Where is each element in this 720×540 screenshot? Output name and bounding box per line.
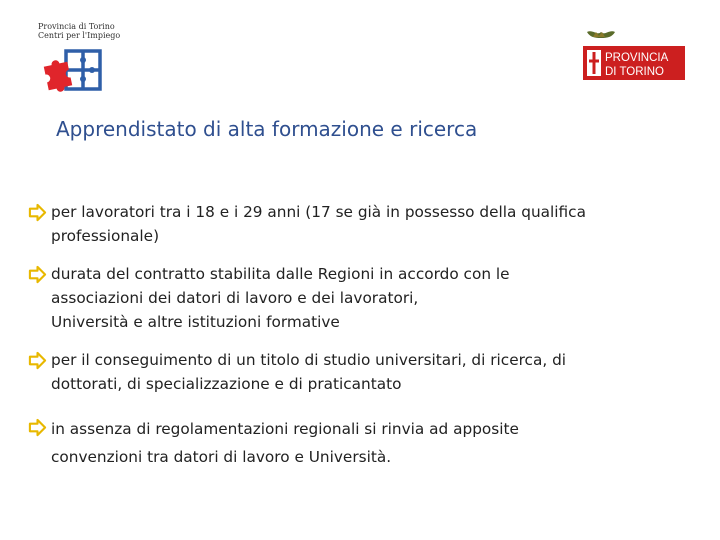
bullet-line: associazioni dei datori di lavoro e dei lavoratori, — [51, 289, 419, 307]
puzzle-logo-icon — [40, 48, 104, 94]
bullet-line: per lavoratori tra i 18 e i 29 anni (17 se già in possesso della qualifica — [51, 203, 586, 221]
arrow-right-icon — [28, 265, 47, 284]
logo-caption-line-2: Centri per l'Impiego — [38, 31, 121, 40]
logo-text-line-2: DI TORINO — [605, 66, 664, 78]
slide-title: Apprendistato di alta formazione e ricerca — [56, 117, 478, 141]
arrow-right-icon — [28, 418, 47, 437]
centri-impiego-logo — [38, 22, 148, 102]
bullet-line: professionale) — [51, 227, 160, 245]
arrow-right-icon — [28, 351, 47, 370]
bullet-text — [51, 415, 519, 471]
arrow-right-icon — [28, 203, 47, 222]
bullet-line: per il conseguimento di un titolo di studio universitari, di ricerca, di — [51, 351, 567, 369]
bullet-line: in assenza di regolamentazioni regionali si rinvia ad apposite — [51, 420, 519, 438]
logo-caption-line-1: Provincia di Torino — [38, 22, 115, 31]
provincia-crest-icon — [587, 31, 615, 38]
bullet-text — [51, 348, 566, 396]
provincia-di-torino-logo — [575, 28, 687, 84]
bullet-line: durata del contratto stabilita dalle Regioni in accordo con le — [51, 265, 510, 283]
bullet-text — [51, 262, 510, 334]
logo-text-line-1: PROVINCIA — [605, 52, 669, 64]
bullet-line: Università e altre istituzioni formative — [51, 313, 340, 331]
bullet-line: dottorati, di specializzazione e di praticantato — [51, 375, 402, 393]
bullet-text — [51, 200, 586, 248]
bullet-line: convenzioni tra datori di lavoro e Università. — [51, 448, 392, 466]
